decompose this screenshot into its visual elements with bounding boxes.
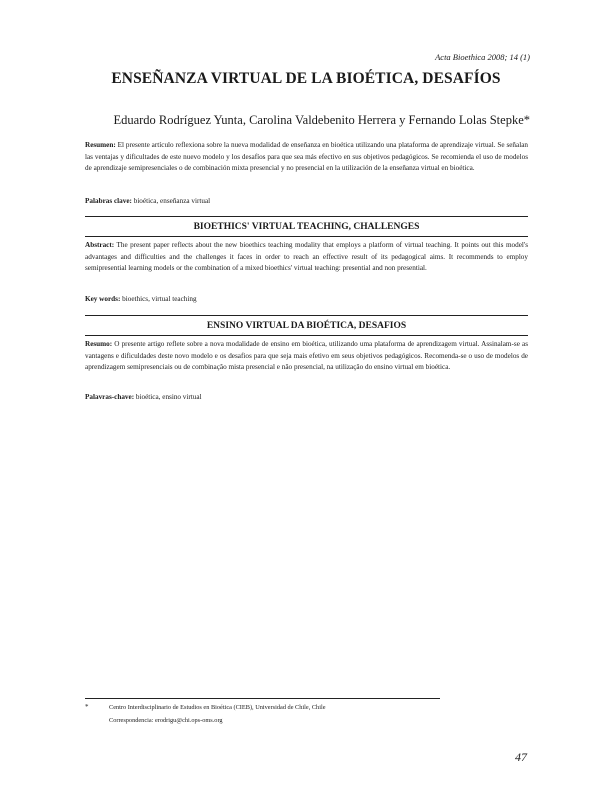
page-number: 47 [515,750,527,764]
resumo-label: Resumo: [85,340,113,348]
footnote-affiliation: Centro Interdisciplinario de Estudios en Bioética (CIEB), Universidad de Chile, Chile [109,704,326,711]
resumo-paragraph [85,339,528,374]
footnote-mark: * [85,703,89,711]
palavras-chave-line [85,392,528,404]
resumen-text: El presente artículo reflexiona sobre la nueva modalidad de enseñanza en bioética utilizando una plataforma de aprendizaje virtual. Se señalan las ventajas y dificultades de este nuevo modelo y los desafíos para que sea más efectivo en sus objetivos pedagógicos. Se recomienda el uso de modelos de aprendizaje semipresenciales o de combinación mixta presencial y no presencial en la utilización de la enseñanza virtual en bioética. [85,141,528,172]
abstract-label: Abstract: [85,241,115,249]
section-rule-bottom-pt [85,335,528,336]
journal-citation: Acta Bioethica 2008; 14 (1) [435,52,530,62]
resumo-text: O presente artigo reflete sobre a nova modalidade de ensino em bioética, utilizando uma plataforma de aprendizagem virtual. Assinalam-se as vantagens e dificuldades deste novo modelo e os desafios para que seja mais efetivo em seus objetivos pedagógicos. Recomenda-se o uso de modelos de aprendizagem semipresenciais ou de combinação mista presencial e não presencial, na utilização do ensino virtual em bioética. [85,340,529,371]
resumen-paragraph [85,140,528,175]
resumen-label: Resumen: [85,141,116,149]
key-words-line [85,294,528,306]
abstract-text: The present paper reflects about the new bioethics teaching modality that employs a platform of virtual teaching. It points out this model's advantages and difficulties and the challenges it faces in order to reach an effective result of its pedagogical aims. It recommends to employ semipresential learning models or the combination of a mixed bioethics' virtual teaching: presential and non presential. [85,241,529,272]
english-heading: BIOETHICS' VIRTUAL TEACHING, CHALLENGES [193,222,420,232]
abstract-paragraph [85,240,528,275]
palavras-chave-label: Palavras-chave: [85,393,135,401]
footnote-rule [85,698,440,699]
key-words-label: Key words: [85,295,121,303]
palabras-clave-label: Palabras clave: [85,197,132,205]
palabras-clave-text: bioética, enseñanza virtual [133,197,211,205]
palavras-chave-text: bioética, ensino virtual [135,393,202,401]
key-words-text: bioethics, virtual teaching [122,295,197,303]
section-rule-top-en [85,216,528,217]
article-title: ENSEÑANZA VIRTUAL DE LA BIOÉTICA, DESAFÍOS [111,70,501,87]
section-rule-bottom-en [85,236,528,237]
footnote-correspondence: Correspondencia: erodrigu@chi.ops-oms.org [109,717,223,724]
section-rule-top-pt [85,315,528,316]
portuguese-heading: ENSINO VIRTUAL DA BIOÉTICA, DESAFIOS [206,321,407,331]
palabras-clave-line [85,196,528,208]
author-line: Eduardo Rodríguez Yunta, Carolina Valdebenito Herrera y Fernando Lolas Stepke* [113,113,530,127]
